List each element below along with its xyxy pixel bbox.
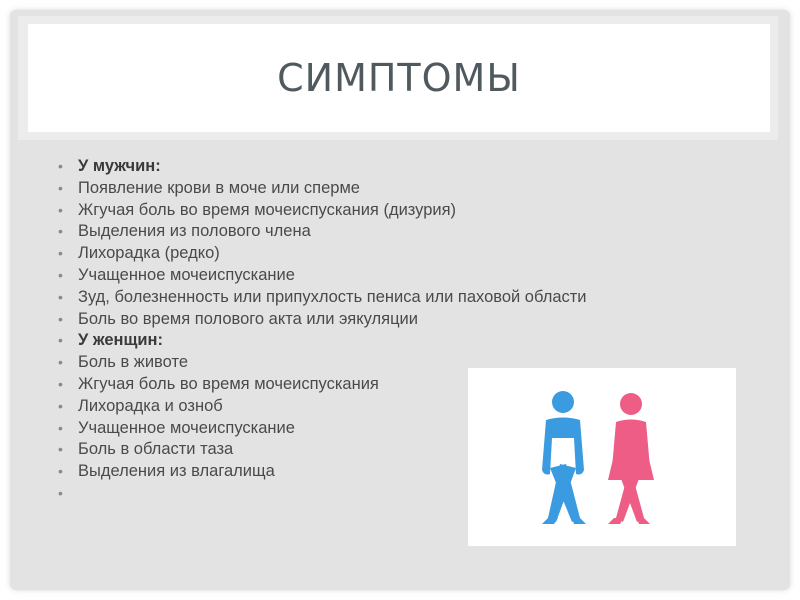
list-item-text: Боль в животе [78, 353, 188, 372]
list-item [58, 265, 758, 287]
list-item-text: Выделения из влагалища [78, 462, 275, 481]
list-item [58, 200, 758, 222]
list-item-text: Учащенное мочеиспускание [78, 418, 295, 437]
bullet-icon: • [58, 332, 63, 349]
bullet-icon: • [58, 397, 63, 414]
title-box [28, 24, 770, 132]
list-item-text: Появление крови в моче или сперме [78, 178, 360, 197]
list-item-text: Выделения из полового члена [78, 222, 311, 241]
list-heading [58, 156, 758, 178]
bullet-icon: • [58, 179, 63, 196]
bullet-icon: • [58, 288, 63, 305]
list-heading [58, 330, 758, 352]
list-item [58, 309, 758, 331]
bullet-icon: • [58, 441, 63, 458]
man-crossed-legs-icon [542, 391, 586, 524]
bullet-icon: • [58, 245, 63, 262]
list-item-text: Боль во время полового акта или эякуляции [78, 309, 418, 328]
woman-crossed-legs-icon [608, 393, 654, 524]
list-item-text: Боль в области таза [78, 440, 234, 459]
bullet-icon: • [58, 223, 63, 240]
list-item [58, 243, 758, 265]
list-item-text: Лихорадка и озноб [78, 396, 223, 415]
list-item-text: Зуд, болезненность или припухлость пениса или паховой области [78, 287, 587, 306]
list-item-text: Учащенное мочеиспускание [78, 265, 295, 284]
list-item-text: Жгучая боль во время мочеиспускания (дизурия) [78, 200, 457, 219]
bullet-icon: • [58, 310, 63, 327]
bullet-icon: • [58, 201, 63, 218]
list-item-text: У женщин: [78, 331, 163, 350]
bullet-icon: • [58, 158, 63, 174]
bullet-icon: • [58, 354, 63, 371]
list-item-text: Жгучая боль во время мочеиспускания [78, 374, 379, 393]
illustration-svg [468, 368, 736, 546]
bullet-icon: • [58, 266, 63, 283]
list-item-text: У мужчин: [78, 157, 161, 175]
toilet-need-illustration [468, 368, 736, 546]
bullet-icon: • [58, 419, 63, 436]
slide-title: СИМПТОМЫ [277, 56, 521, 100]
bullet-icon: • [58, 463, 63, 480]
list-item [58, 221, 758, 243]
bullet-icon: • [58, 484, 63, 501]
bullet-icon: • [58, 375, 63, 392]
list-item [58, 178, 758, 200]
list-item-text: Лихорадка (редко) [78, 244, 220, 263]
list-item [58, 287, 758, 309]
